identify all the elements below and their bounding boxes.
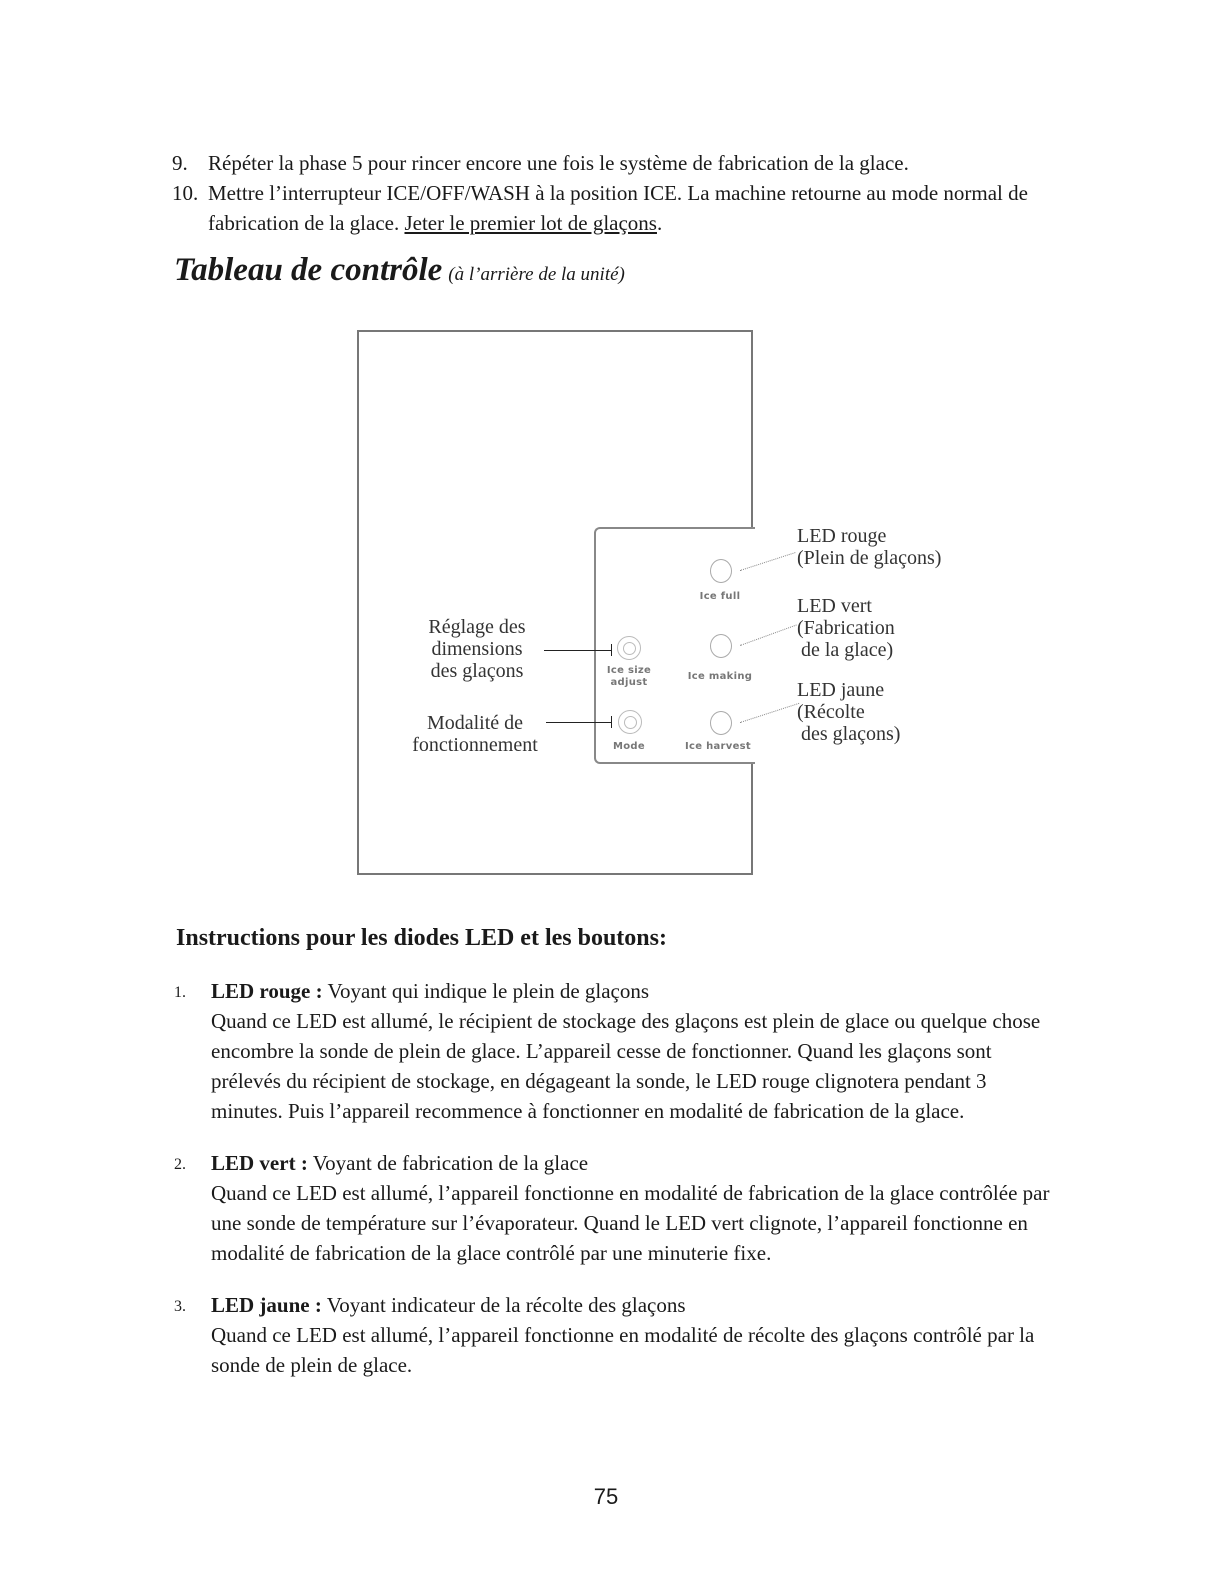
section-subtitle: (à l’arrière de la unité) [448,264,625,285]
page-number: 75 [593,1484,619,1509]
yellow-callout-line3: des glaçons) [801,723,901,745]
instruction-item [174,976,1054,1126]
red-led-callout [797,525,941,569]
green-led-icon [710,634,732,658]
yellow-callout-line1: LED jaune [797,679,885,701]
instruction-title: Voyant qui indique le plein de glaçons [327,979,650,1003]
instruction-label: LED vert : [211,1151,308,1175]
mode-leader-line [546,722,612,723]
red-led-icon [710,559,732,583]
mode-label: Mode [613,741,645,752]
ice-size-adjust-button[interactable] [617,636,641,660]
ice-making-label: Ice making [687,671,753,682]
step-item [172,178,1072,238]
section-title-text: Tableau de contrôle [174,252,443,288]
green-callout-line1: LED vert [797,595,872,617]
step-text-tail: . [656,211,663,235]
yellow-callout-line2: (Récolte [797,701,865,723]
ice-full-label: Ice full [699,591,741,602]
red-callout-line2: (Plein de glaçons) [797,547,942,569]
step-item [172,148,1072,178]
size-callout [408,616,546,682]
section-title [174,252,625,289]
instruction-label: LED jaune : [211,1293,322,1317]
step-text: Mettre l’interrupteur ICE/OFF/WASH à la position ICE. La machine retourne au mode normal de fabrication de la glace. [208,181,1028,235]
mode-leader-tick [611,716,612,728]
mode-callout-line2: fonctionnement [412,734,538,756]
step-underlined-text: Jeter le premier lot de glaçons [404,211,657,235]
instruction-number: 2. [174,1156,186,1173]
size-leader-line [544,650,612,651]
ice-size-adjust-label [600,665,658,689]
instruction-body: Quand ce LED est allumé, l’appareil fonctionne en modalité de fabrication de la glace contrôlée par une sonde de température sur l’évaporateur. Quand le LED vert clignote, l’appareil fonctionne en modalité de fabrication de la glace contrôlé par une minuterie fixe. [211,1181,1050,1265]
step-text: Répéter la phase 5 pour rincer encore une fois le système de fabrication de la glace. [208,151,909,175]
ice-size-label-line1: Ice size [606,665,652,676]
instruction-number: 3. [174,1298,186,1315]
green-callout-line2: (Fabrication [797,617,895,639]
instruction-label: LED rouge : [211,979,323,1003]
instructions-list [174,976,1054,1402]
ice-harvest-label: Ice harvest [684,741,752,752]
ice-size-label-line2: adjust [610,677,648,688]
steps-list [172,148,1072,238]
size-callout-line2: dimensions [431,638,523,660]
instruction-body: Quand ce LED est allumé, l’appareil fonctionne en modalité de récolte des glaçons contrôlé par la sonde de plein de glace. [211,1323,1035,1377]
size-callout-line3: des glaçons [430,660,524,682]
instruction-title: Voyant indicateur de la récolte des glaçons [326,1293,686,1317]
red-callout-line1: LED rouge [797,525,887,547]
mode-callout-line1: Modalité de [426,712,524,734]
size-leader-tick [611,644,612,656]
yellow-led-callout [797,679,900,745]
instruction-item [174,1148,1054,1268]
step-number: 9. [172,151,188,175]
mode-callout [400,712,550,756]
instruction-title: Voyant de fabrication de la glace [312,1151,589,1175]
green-led-callout [797,595,895,661]
step-number: 10. [172,181,199,205]
instructions-heading: Instructions pour les diodes LED et les boutons: [176,925,667,951]
mode-button[interactable] [618,710,642,734]
instruction-item [174,1290,1054,1380]
size-callout-line1: Réglage des [428,616,526,638]
yellow-led-icon [710,711,732,735]
instruction-body: Quand ce LED est allumé, le récipient de stockage des glaçons est plein de glace ou quelque chose encombre la sonde de plein de glace. L’appareil cesse de fonctionner. Quand les glaçons sont prélevés du récipient de stockage, en dégageant la sonde, le LED rouge clignotera pendant 3 minutes. Puis l’appareil recommence à fonctionner en modalité de fabrication de la glace. [211,1009,1041,1123]
green-callout-line3: de la glace) [801,639,894,661]
instruction-number: 1. [174,984,186,1001]
